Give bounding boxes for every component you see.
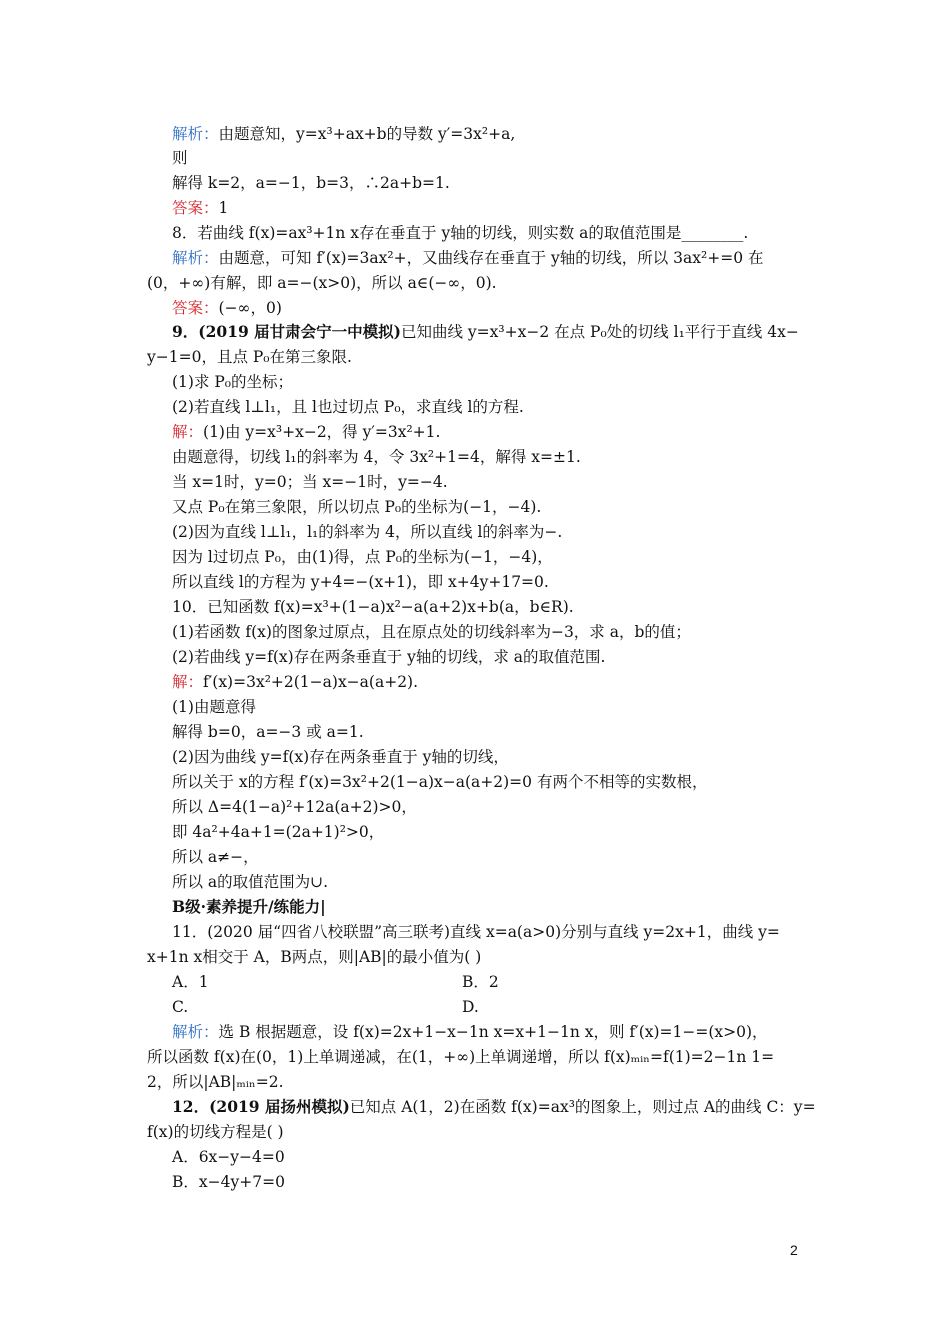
text-line: 所以 Δ=4(1−a)²+12a(a+2)>0， bbox=[172, 798, 417, 816]
question-source: 9．(2019 届甘肃会宁一中模拟) bbox=[172, 322, 401, 341]
text-line: 则 bbox=[172, 149, 188, 167]
option-b: B．2 bbox=[462, 973, 499, 991]
analysis-label: 解析： bbox=[172, 249, 219, 267]
question-12: 12．(2019 届扬州模拟)已知点 A(1，2)在函数 f(x)=ax³的图象上，则过点 A的曲线 C：y= bbox=[172, 1097, 816, 1116]
text-line: 解得 b=0，a=−3 或 a=1. bbox=[172, 723, 364, 741]
text-line: (1)求 P₀的坐标； bbox=[172, 373, 294, 391]
text-line: 又点 P₀在第三象限，所以切点 P₀的坐标为(−1，−4). bbox=[172, 498, 542, 516]
question-10: 10．已知函数 f(x)=x³+(1−a)x²−a(a+2)x+b(a，b∈R). bbox=[172, 598, 574, 616]
text-line: (2)因为曲线 y=f(x)存在两条垂直于 y轴的切线， bbox=[172, 748, 509, 766]
option-d: D. bbox=[462, 998, 479, 1016]
text-line: 解析：由题意，可知 f′(x)=3ax²+，又曲线存在垂直于 y轴的切线，所以 3ax²+=0 在 bbox=[172, 249, 764, 267]
text-line: 所以 a的取值范围为∪. bbox=[172, 873, 329, 891]
text-line: 因为 l过切点 P₀，由(1)得，点 P₀的坐标为(−1，−4)， bbox=[172, 548, 553, 566]
text-line: 所以 a≠−， bbox=[172, 848, 259, 866]
option-c: C. bbox=[172, 998, 189, 1016]
text-line: 解析：由题意知，y=x³+ax+b的导数 y′=3x²+a, bbox=[172, 125, 516, 143]
text-line: f(x)的切线方程是( ) bbox=[147, 1123, 284, 1141]
text-line: 解：f′(x)=3x²+2(1−a)x−a(a+2). bbox=[172, 673, 419, 691]
text-line: 由题意得，切线 l₁的斜率为 4，令 3x²+1=4，解得 x=±1. bbox=[172, 448, 581, 466]
text-line: 答案：(−∞，0) bbox=[172, 299, 282, 317]
option-a: A．1 bbox=[172, 973, 209, 991]
text-line: y−1=0，且点 P₀在第三象限. bbox=[147, 348, 352, 366]
analysis-label: 解析： bbox=[172, 1023, 219, 1041]
answer-label: 答案： bbox=[172, 299, 219, 317]
question-8: 8．若曲线 f(x)=ax³+1n x存在垂直于 y轴的切线，则实数 a的取值范围是________. bbox=[172, 224, 749, 242]
page-number: 2 bbox=[790, 1242, 798, 1258]
text-line: (1)若函数 f(x)的图象过原点，且在原点处的切线斜率为−3，求 a，b的值； bbox=[172, 623, 691, 641]
text-line: 所以函数 f(x)在(0，1)上单调递减，在(1，+∞)上单调递增，所以 f(x)ₘᵢₙ=f(1)=2−1n 1= bbox=[147, 1048, 775, 1066]
option-b: B．x−4y+7=0 bbox=[172, 1173, 285, 1191]
question-9: 9．(2019 届甘肃会宁一中模拟)已知曲线 y=x³+x−2 在点 P₀处的切线 l₁平行于直线 4x− bbox=[172, 322, 799, 341]
text-line: 所以关于 x的方程 f′(x)=3x²+2(1−a)x−a(a+2)=0 有两个不相等的实数根， bbox=[172, 773, 708, 791]
question-source: 12．(2019 届扬州模拟) bbox=[172, 1097, 350, 1116]
text-line: (2)若直线 l⊥l₁，且 l也过切点 P₀，求直线 l的方程. bbox=[172, 398, 524, 416]
text-line: 答案：1 bbox=[172, 199, 229, 217]
section-heading: B级·素养提升/练能力| bbox=[172, 897, 326, 916]
answer-label: 答案： bbox=[172, 199, 219, 217]
text-line: 2，所以|AB|ₘᵢₙ=2. bbox=[147, 1073, 284, 1091]
text-line: 当 x=1时，y=0；当 x=−1时，y=−4. bbox=[172, 473, 448, 491]
text-line: (1)由题意得 bbox=[172, 698, 256, 716]
solution-label: 解： bbox=[172, 423, 204, 441]
text-line: (2)因为直线 l⊥l₁，l₁的斜率为 4，所以直线 l的斜率为−. bbox=[172, 523, 563, 541]
text-line: 解：(1)由 y=x³+x−2，得 y′=3x²+1. bbox=[172, 423, 441, 441]
text-line: 解析：选 B 根据题意，设 f(x)=2x+1−x−1n x=x+1−1n x，则 f′(x)=1−=(x>0)， bbox=[172, 1023, 768, 1041]
text-line: x+1n x相交于 A，B两点，则|AB|的最小值为( ) bbox=[147, 948, 482, 966]
options-row bbox=[172, 997, 932, 1017]
solution-label: 解： bbox=[172, 673, 204, 691]
question-11: 11．(2020 届“四省八校联盟”高三联考)直线 x=a(a>0)分别与直线 y=2x+1，曲线 y= bbox=[172, 923, 780, 941]
text-line: 所以直线 l的方程为 y+4=−(x+1)，即 x+4y+17=0. bbox=[172, 573, 549, 591]
text-line: 解得 k=2，a=−1，b=3，∴2a+b=1. bbox=[172, 174, 450, 192]
text-line: (2)若曲线 y=f(x)存在两条垂直于 y轴的切线，求 a的取值范围. bbox=[172, 648, 606, 666]
text-line: (0，+∞)有解，即 a=−(x>0)，所以 a∈(−∞，0). bbox=[147, 274, 497, 292]
options-row bbox=[172, 972, 932, 992]
option-a: A．6x−y−4=0 bbox=[172, 1148, 285, 1166]
analysis-label: 解析： bbox=[172, 125, 219, 143]
text-line: 即 4a²+4a+1=(2a+1)²>0， bbox=[172, 823, 385, 841]
